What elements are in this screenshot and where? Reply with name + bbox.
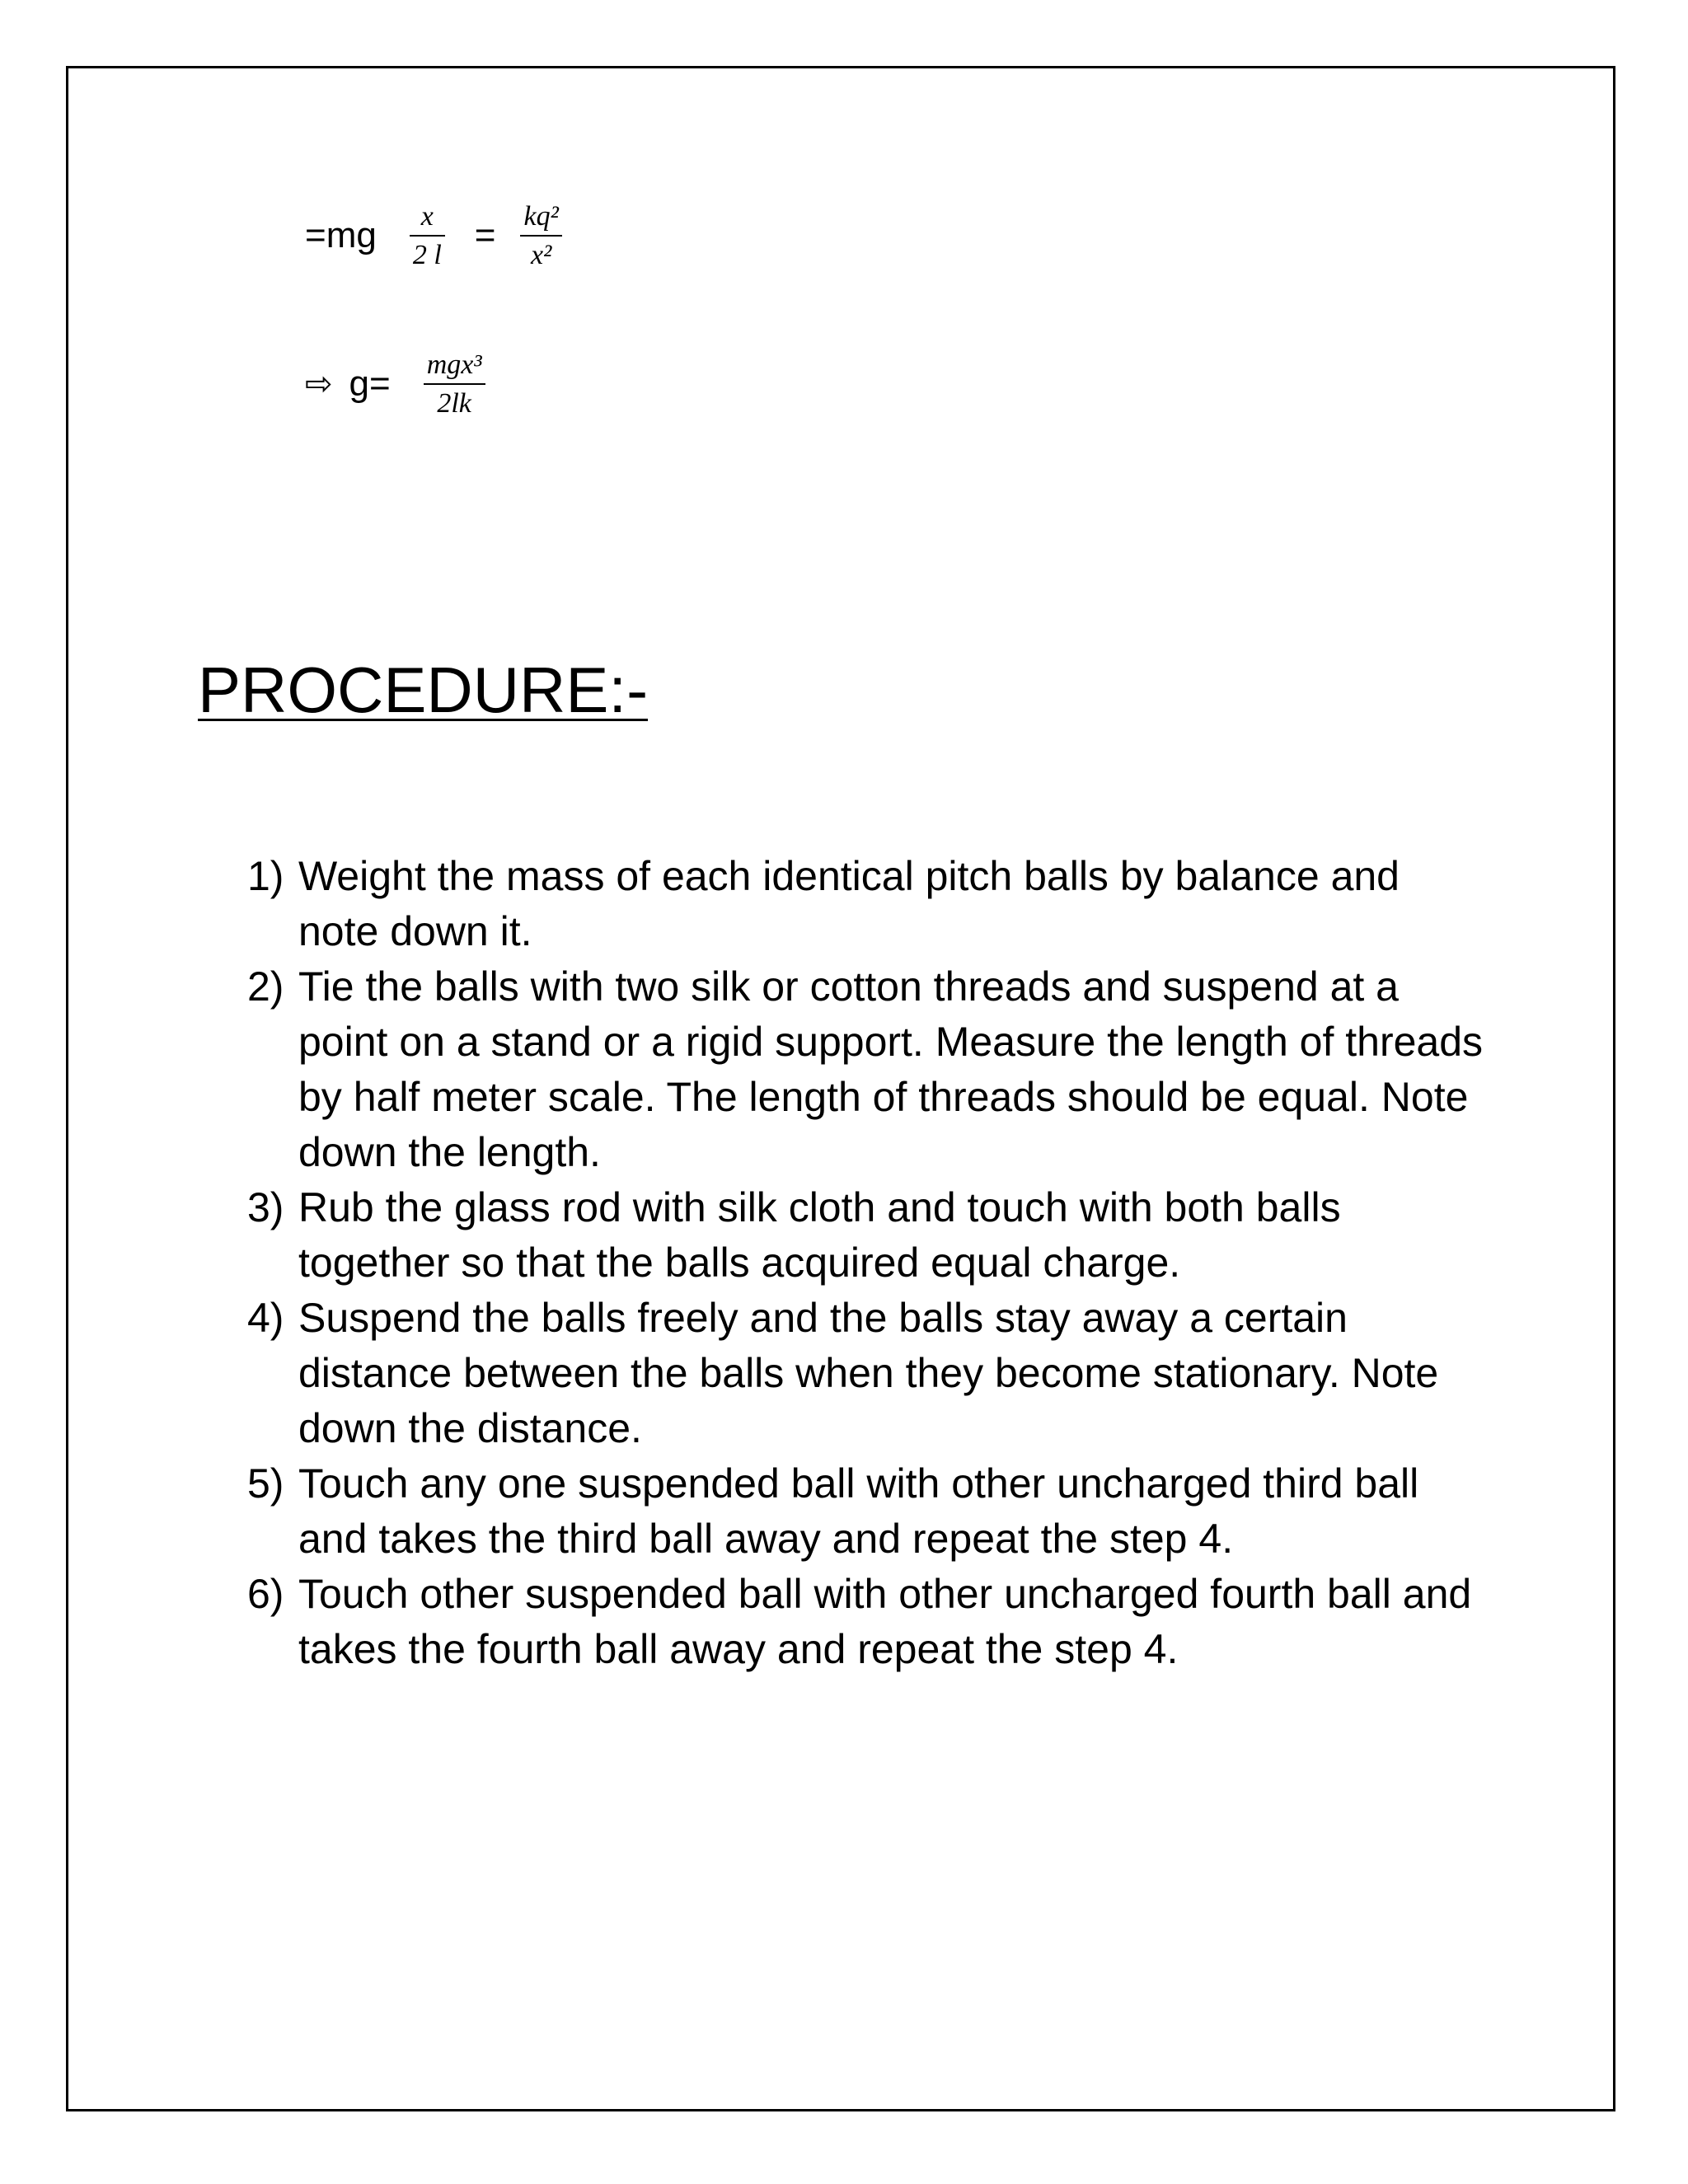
step-number: 2) xyxy=(247,963,284,1010)
procedure-heading: PROCEDURE:- xyxy=(198,654,649,726)
fraction-x-over-2l xyxy=(410,201,445,271)
step-text: Weight the mass of each identical pitch balls by balance and note down it. xyxy=(298,853,1400,954)
equation-prefix: g= xyxy=(349,363,391,405)
implies-arrow-icon: ⇨ xyxy=(305,366,333,403)
fraction-bar xyxy=(410,235,445,237)
procedure-step xyxy=(247,1456,1484,1567)
fraction-bar xyxy=(424,383,485,385)
step-text: Suspend the balls freely and the balls stay away a certain distance between the balls when they become stationary. Note down the distance. xyxy=(298,1295,1439,1451)
fraction-numerator: x xyxy=(420,201,434,232)
step-text: Tie the balls with two silk or cotton threads and suspend at a point on a stand or a rigid support. Measure the length of threads by half meter scale. The length of threads should be equal. Note down the length. xyxy=(298,963,1484,1175)
fraction-denominator: x² xyxy=(530,240,552,271)
procedure-step xyxy=(247,959,1484,1180)
step-number: 6) xyxy=(247,1571,284,1617)
fraction-numerator: mgx³ xyxy=(426,349,482,380)
fraction-bar xyxy=(520,235,561,237)
procedure-step xyxy=(247,1180,1484,1291)
procedure-step xyxy=(247,849,1484,959)
step-number: 1) xyxy=(247,853,284,899)
equation-force-balance xyxy=(305,201,562,271)
step-number: 5) xyxy=(247,1460,284,1507)
equals-sign: = xyxy=(474,215,496,256)
equation-prefix: =mg xyxy=(305,215,377,256)
equation-g-result xyxy=(305,349,485,419)
step-text: Touch any one suspended ball with other uncharged third ball and takes the third ball away and repeat the step 4. xyxy=(298,1460,1419,1562)
fraction-denominator: 2 l xyxy=(412,240,442,271)
procedure-step xyxy=(247,1567,1484,1677)
step-text: Rub the glass rod with silk cloth and touch with both balls together so that the balls acquired equal charge. xyxy=(298,1184,1341,1286)
step-number: 4) xyxy=(247,1295,284,1341)
fraction-mgx3-over-2lk xyxy=(424,349,485,419)
step-text: Touch other suspended ball with other uncharged fourth ball and takes the fourth ball away and repeat the step 4. xyxy=(298,1571,1472,1672)
fraction-numerator: kq² xyxy=(523,201,559,232)
fraction-denominator: 2lk xyxy=(437,388,471,419)
fraction-kq2-over-x2 xyxy=(520,201,561,271)
step-number: 3) xyxy=(247,1184,284,1230)
procedure-step xyxy=(247,1291,1484,1456)
procedure-steps-list xyxy=(247,849,1484,1677)
